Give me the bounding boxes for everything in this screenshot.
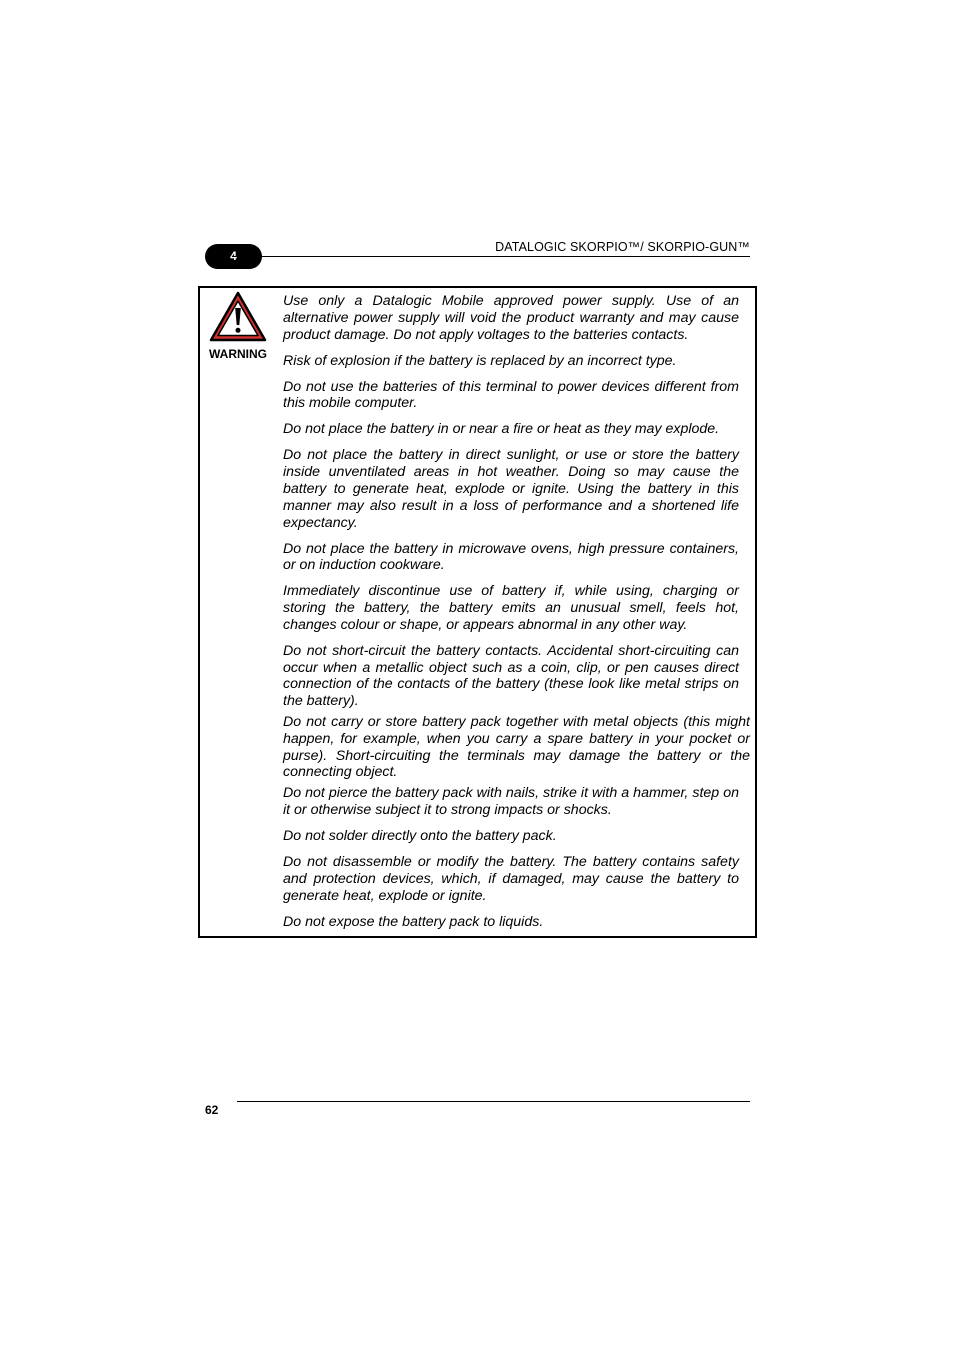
warning-item: Do not short-circuit the battery contacts. Accidental short-circuiting can occur when a metallic object such as a coin, clip, or pen causes direct connection of the contacts of the battery (these look like metal strips on the battery).	[283, 642, 739, 710]
warning-item: Immediately discontinue use of battery if, while using, charging or storing the battery, the battery emits an unusual smell, feels hot, changes colour or shape, or appears abnormal in any other way.	[283, 583, 739, 633]
header-rule	[232, 256, 750, 257]
warning-icon-block	[206, 290, 270, 361]
page-number: 62	[205, 1103, 219, 1117]
warning-label: WARNING	[209, 347, 267, 361]
warning-item: Do not disassemble or modify the battery. The battery contains safety and protection devices, which, if damaged, may cause the battery to generate heat, explode or ignite.	[283, 854, 739, 904]
warning-item: Do not solder directly onto the battery pack.	[283, 828, 557, 845]
running-header-title: DATALOGIC SKORPIO™/ SKORPIO-GUN™	[495, 240, 750, 254]
warning-item: Do not pierce the battery pack with nails, strike it with a hammer, step on it or otherwise subject it to strong impacts or shocks.	[283, 785, 739, 819]
warning-item: Use only a Datalogic Mobile approved power supply. Use of an alternative power supply will void the product warranty and may cause product damage. Do not apply voltages to the batteries contacts.	[283, 293, 739, 343]
warning-item: Do not use the batteries of this terminal to power devices different from this mobile computer.	[283, 378, 739, 412]
chapter-badge: 4	[205, 244, 262, 269]
warning-item: Risk of explosion if the battery is replaced by an incorrect type.	[283, 352, 677, 369]
warning-item: Do not place the battery in microwave ovens, high pressure containers, or on induction cookware.	[283, 540, 739, 574]
warning-list	[283, 293, 750, 940]
warning-item: Do not carry or store battery pack together with metal objects (this might happen, for example, when you carry a spare battery in your pocket or purse). Short-circuiting the terminals may damage the battery or the connecting object.	[283, 714, 750, 781]
warning-item: Do not place the battery in or near a fire or heat as they may explode.	[283, 421, 720, 438]
warning-item: Do not place the battery in direct sunlight, or use or store the battery inside unventilated areas in hot weather. Doing so may cause the battery to generate heat, explode or ignite. Using the battery in this manner may also result in a loss of performance and a shortened life expectancy.	[283, 447, 739, 531]
warning-item: Do not expose the battery pack to liquids.	[283, 913, 544, 930]
footer-rule	[237, 1101, 750, 1102]
exclamation-triangle-icon	[208, 290, 268, 344]
